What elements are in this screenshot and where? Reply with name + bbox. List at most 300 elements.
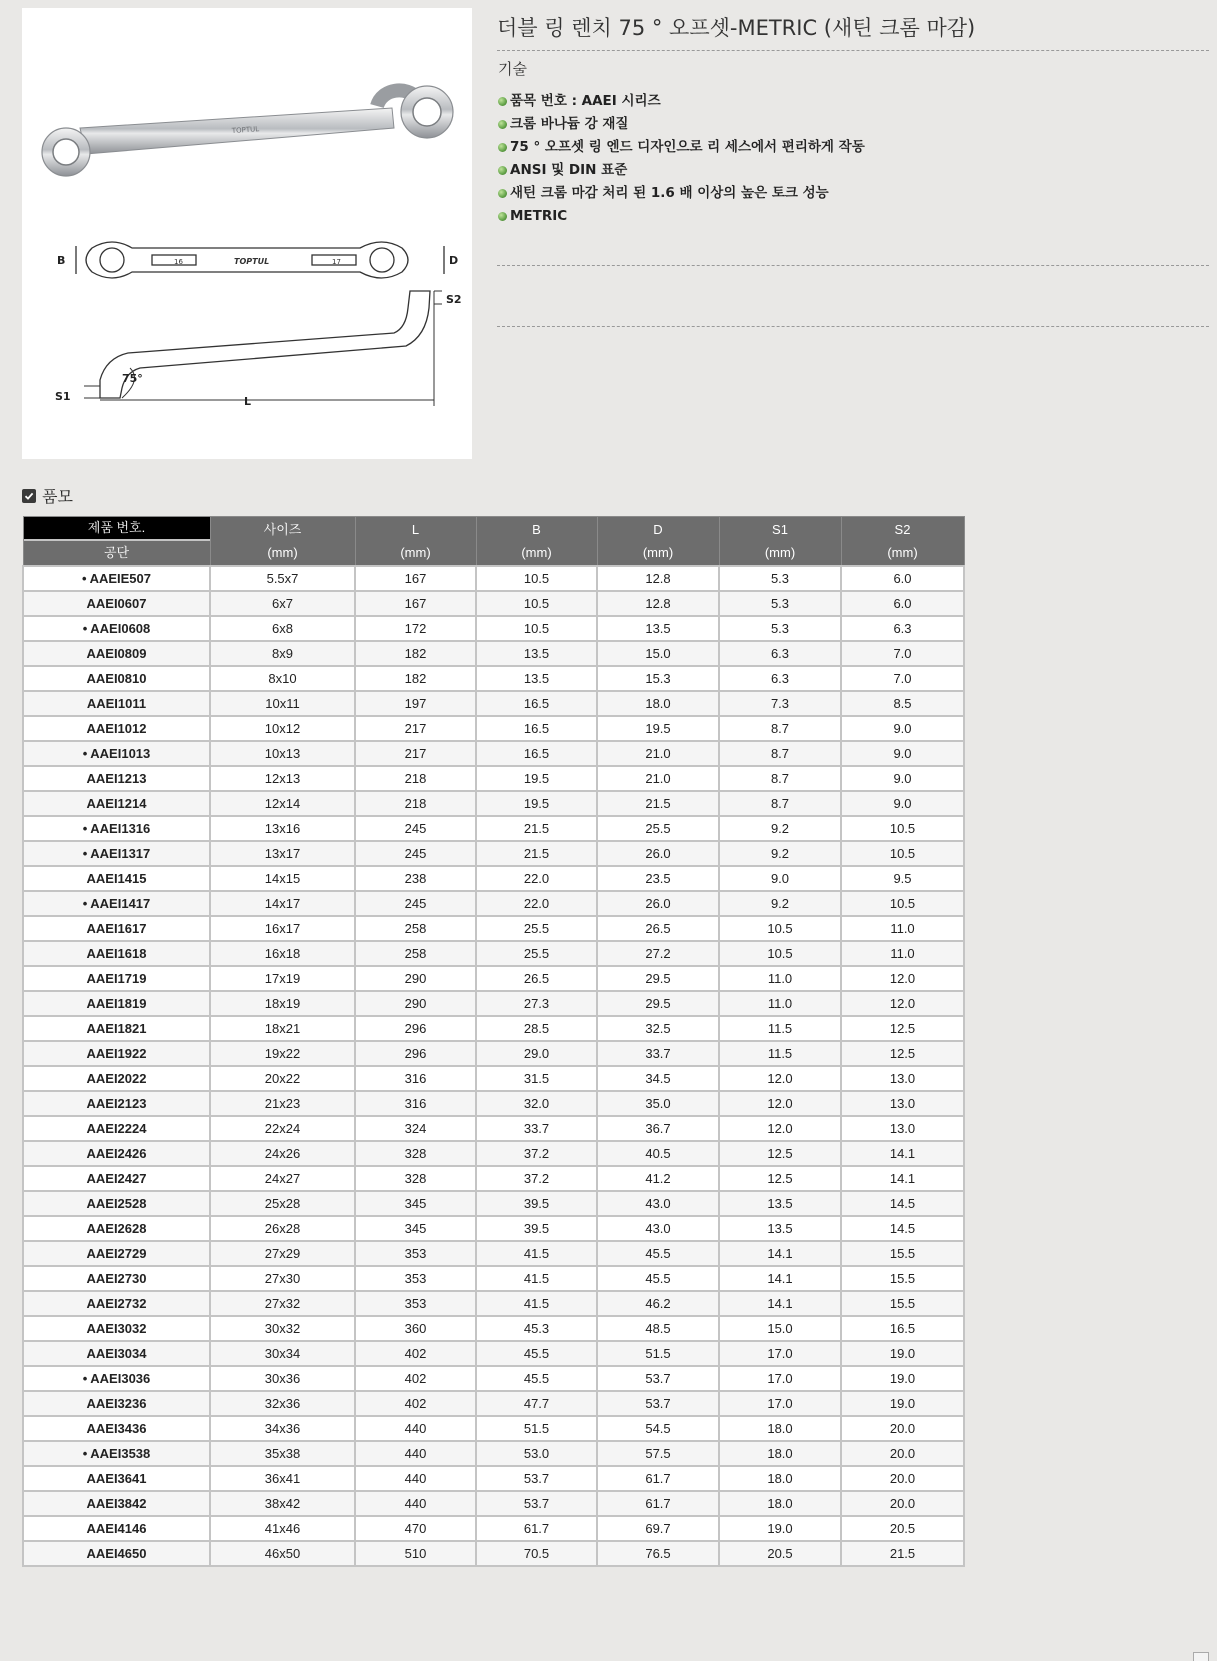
part-number: AAEI1011 [86,696,147,711]
part-number: AAEI2730 [86,1271,147,1286]
cell-s1: 17.0 [719,1366,841,1391]
cell-l: 402 [355,1341,476,1366]
cell-d: 45.5 [597,1266,719,1291]
cell-s2: 19.0 [841,1341,964,1366]
cell-s2: 15.5 [841,1266,964,1291]
cell-b: 27.3 [476,991,597,1016]
cell-s1: 9.2 [719,816,841,841]
cell-size: 20x22 [210,1066,355,1091]
cell-b: 16.5 [476,741,597,766]
cell-s2: 10.5 [841,841,964,866]
cell-d: 33.7 [597,1041,719,1066]
cell-d: 25.5 [597,816,719,841]
cell-s1: 14.1 [719,1291,841,1316]
cell-s2: 13.0 [841,1091,964,1116]
table-header-row [23,517,964,567]
cell-size: 13x16 [210,816,355,841]
wrench-photo [42,86,453,176]
cell-b: 16.5 [476,691,597,716]
part-number: AAEI0809 [86,646,147,661]
part-number-cell [23,916,210,941]
cell-s2: 9.0 [841,741,964,766]
cell-d: 41.2 [597,1166,719,1191]
part-number: AAEI1922 [86,1046,147,1061]
part-number-cell [23,1541,210,1566]
cell-l: 402 [355,1391,476,1416]
cell-s1: 20.5 [719,1541,841,1566]
feature-item: 품목 번호 : AAEI 시리즈 [498,90,865,113]
cell-s2: 13.0 [841,1116,964,1141]
divider [497,265,1209,266]
part-number-cell [23,1391,210,1416]
cell-b: 19.5 [476,791,597,816]
part-number: AAEI2628 [86,1221,147,1236]
feature-item: METRIC [498,205,865,228]
cell-b: 41.5 [476,1266,597,1291]
cell-size: 6x7 [210,591,355,616]
table-row [23,1241,964,1266]
table-row [23,791,964,816]
cell-s2: 13.0 [841,1066,964,1091]
part-number: AAEI3436 [86,1421,147,1436]
feature-item: 새틴 크롬 마감 처리 된 1.6 배 이상의 높은 토크 성능 [498,182,865,205]
cell-s2: 8.5 [841,691,964,716]
cell-l: 258 [355,941,476,966]
cell-s1: 9.2 [719,891,841,916]
dot-marker: • [82,846,88,861]
part-number: AAEI3034 [86,1346,147,1361]
part-number: AAEI3236 [86,1396,147,1411]
cell-s1: 17.0 [719,1341,841,1366]
cell-b: 41.5 [476,1291,597,1316]
cell-s1: 18.0 [719,1416,841,1441]
cell-b: 29.0 [476,1041,597,1066]
cell-l: 296 [355,1016,476,1041]
cell-s2: 21.5 [841,1541,964,1566]
part-number-cell [23,1291,210,1316]
cell-s2: 20.0 [841,1416,964,1441]
cell-s1: 9.0 [719,866,841,891]
cell-s2: 14.1 [841,1141,964,1166]
part-number-cell [23,1366,210,1391]
cell-d: 21.0 [597,766,719,791]
part-number-cell [23,1141,210,1166]
cell-s2: 12.0 [841,966,964,991]
cell-s1: 10.5 [719,941,841,966]
part-number: AAEI1214 [86,796,147,811]
header-part-number: 제품 번호. 공단 [23,517,210,567]
cell-b: 61.7 [476,1516,597,1541]
part-number: AAEI1213 [86,771,147,786]
table-row [23,691,964,716]
cell-b: 39.5 [476,1216,597,1241]
cell-d: 54.5 [597,1416,719,1441]
part-number-cell [23,1016,210,1041]
cell-b: 33.7 [476,1116,597,1141]
cell-size: 27x32 [210,1291,355,1316]
part-number-cell [23,716,210,741]
part-number-cell [23,941,210,966]
cell-l: 353 [355,1266,476,1291]
part-number: AAEI3036 [90,1371,151,1386]
part-number-cell [23,1166,210,1191]
cell-size: 25x28 [210,1191,355,1216]
cell-d: 21.0 [597,741,719,766]
wrench-photo-brand: TOPTUL [231,125,260,135]
part-number: AAEI2224 [86,1121,147,1136]
bullet-icon [498,143,507,152]
cell-b: 25.5 [476,916,597,941]
cell-l: 290 [355,966,476,991]
cell-b: 51.5 [476,1416,597,1441]
cell-s2: 12.5 [841,1016,964,1041]
label-angle: 75° [122,372,143,385]
cell-d: 43.0 [597,1216,719,1241]
table-row [23,1066,964,1091]
cell-s2: 20.0 [841,1441,964,1466]
cell-size: 21x23 [210,1091,355,1116]
table-row [23,716,964,741]
cell-d: 26.0 [597,891,719,916]
drawing-brand: TOPTUL [234,257,270,266]
part-number-cell [23,591,210,616]
cell-l: 167 [355,591,476,616]
table-row [23,1091,964,1116]
cell-size: 10x13 [210,741,355,766]
header-s1: S1 (mm) [719,517,841,567]
cell-b: 45.5 [476,1341,597,1366]
cell-size: 12x13 [210,766,355,791]
cell-s1: 11.5 [719,1041,841,1066]
cell-s1: 8.7 [719,716,841,741]
part-number: AAEI1819 [86,996,147,1011]
spec-table-body [23,566,964,1566]
side-view-drawing [84,291,442,406]
part-number: AAEI1317 [90,846,151,861]
part-number: AAEI1617 [86,921,147,936]
cell-l: 238 [355,866,476,891]
table-row [23,991,964,1016]
dot-marker: • [82,896,88,911]
cell-b: 47.7 [476,1391,597,1416]
cell-b: 31.5 [476,1066,597,1091]
cell-l: 217 [355,741,476,766]
cell-s1: 18.0 [719,1466,841,1491]
cell-l: 197 [355,691,476,716]
cell-b: 53.0 [476,1441,597,1466]
cell-s2: 6.0 [841,566,964,591]
part-number: AAEI1719 [86,971,147,986]
cell-l: 360 [355,1316,476,1341]
table-row [23,666,964,691]
table-row [23,1316,964,1341]
cell-s1: 17.0 [719,1391,841,1416]
cell-d: 15.0 [597,641,719,666]
cell-l: 328 [355,1166,476,1191]
cell-s2: 6.0 [841,591,964,616]
cell-l: 258 [355,916,476,941]
wrench-diagram [22,8,472,459]
cell-s1: 12.0 [719,1116,841,1141]
table-row [23,566,964,591]
checkbox-icon[interactable] [22,489,36,503]
table-row [23,1291,964,1316]
cell-l: 402 [355,1366,476,1391]
cell-l: 345 [355,1191,476,1216]
table-row [23,1441,964,1466]
cell-s1: 6.3 [719,641,841,666]
cell-b: 28.5 [476,1016,597,1041]
cell-size: 17x19 [210,966,355,991]
bullet-icon [498,97,507,106]
cell-size: 24x26 [210,1141,355,1166]
table-row [23,1391,964,1416]
table-row [23,816,964,841]
part-number-cell [23,866,210,891]
cell-s2: 15.5 [841,1241,964,1266]
cell-b: 39.5 [476,1191,597,1216]
part-number-cell [23,1191,210,1216]
table-row [23,1466,964,1491]
header-d: D (mm) [597,517,719,567]
cell-size: 6x8 [210,616,355,641]
cell-l: 182 [355,666,476,691]
cell-size: 12x14 [210,791,355,816]
cell-d: 21.5 [597,791,719,816]
label-s1: S1 [55,390,71,403]
label-b: B [57,254,66,267]
cell-d: 12.8 [597,566,719,591]
cell-l: 353 [355,1291,476,1316]
table-row [23,866,964,891]
cell-s2: 20.0 [841,1466,964,1491]
cell-s1: 18.0 [719,1491,841,1516]
cell-l: 440 [355,1491,476,1516]
cell-d: 13.5 [597,616,719,641]
feature-list [498,90,865,228]
cell-l: 328 [355,1141,476,1166]
table-row [23,1266,964,1291]
cell-l: 316 [355,1066,476,1091]
cell-b: 21.5 [476,816,597,841]
table-row [23,966,964,991]
cell-size: 5.5x7 [210,566,355,591]
part-number-cell [23,566,210,591]
part-number: AAEI1415 [86,871,147,886]
table-row [23,1541,964,1566]
cell-d: 29.5 [597,991,719,1016]
cell-l: 345 [355,1216,476,1241]
cell-l: 440 [355,1416,476,1441]
cell-s2: 16.5 [841,1316,964,1341]
part-number-cell [23,641,210,666]
cell-l: 470 [355,1516,476,1541]
table-row [23,741,964,766]
table-row [23,916,964,941]
cell-d: 15.3 [597,666,719,691]
cell-s1: 5.3 [719,566,841,591]
cell-b: 26.5 [476,966,597,991]
cell-s2: 14.5 [841,1216,964,1241]
cell-b: 37.2 [476,1141,597,1166]
cell-b: 22.0 [476,866,597,891]
cell-b: 10.5 [476,566,597,591]
cell-b: 22.0 [476,891,597,916]
cell-d: 51.5 [597,1341,719,1366]
feature-item: 크롬 바나듐 강 재질 [498,113,865,136]
cell-s1: 14.1 [719,1266,841,1291]
part-number-cell [23,816,210,841]
cell-s1: 11.5 [719,1016,841,1041]
bullet-icon [498,212,507,221]
cell-l: 316 [355,1091,476,1116]
cell-size: 34x36 [210,1416,355,1441]
table-row [23,766,964,791]
cell-l: 245 [355,841,476,866]
cell-s1: 8.7 [719,766,841,791]
part-number-cell [23,966,210,991]
cell-size: 32x36 [210,1391,355,1416]
part-number-cell [23,1216,210,1241]
part-number-cell [23,1116,210,1141]
part-number: AAEI0810 [86,671,147,686]
part-number-cell [23,1441,210,1466]
cell-b: 45.3 [476,1316,597,1341]
cell-l: 510 [355,1541,476,1566]
cell-size: 46x50 [210,1541,355,1566]
cell-size: 13x17 [210,841,355,866]
cell-d: 57.5 [597,1441,719,1466]
table-row [23,1516,964,1541]
part-number-cell [23,991,210,1016]
cell-size: 27x29 [210,1241,355,1266]
cell-s1: 6.3 [719,666,841,691]
part-number-cell [23,1041,210,1066]
cell-size: 18x21 [210,1016,355,1041]
cell-d: 48.5 [597,1316,719,1341]
cell-d: 45.5 [597,1241,719,1266]
header-size: 사이즈 (mm) [210,517,355,567]
cell-l: 440 [355,1441,476,1466]
cell-size: 10x11 [210,691,355,716]
cell-size: 10x12 [210,716,355,741]
part-number-cell [23,616,210,641]
part-number-cell [23,1341,210,1366]
part-number: AAEI1012 [86,721,147,736]
cell-s2: 14.5 [841,1191,964,1216]
part-number: AAEI2426 [86,1146,147,1161]
cell-b: 32.0 [476,1091,597,1116]
table-row [23,591,964,616]
cell-s2: 11.0 [841,916,964,941]
cell-l: 218 [355,766,476,791]
cell-d: 76.5 [597,1541,719,1566]
bullet-icon [498,189,507,198]
cell-l: 324 [355,1116,476,1141]
section-label [22,484,73,507]
dot-marker: • [82,746,88,761]
cell-s1: 14.1 [719,1241,841,1266]
bullet-icon [498,166,507,175]
cell-size: 16x17 [210,916,355,941]
cell-s2: 12.5 [841,1041,964,1066]
cell-s1: 18.0 [719,1441,841,1466]
part-number: AAEI4650 [86,1546,147,1561]
header-s2: S2 (mm) [841,517,964,567]
cell-b: 13.5 [476,666,597,691]
dot-marker: • [82,1371,88,1386]
cell-size: 8x10 [210,666,355,691]
dot-marker: • [82,821,88,836]
cell-l: 182 [355,641,476,666]
cell-s1: 11.0 [719,966,841,991]
cell-s2: 9.0 [841,791,964,816]
cell-s1: 7.3 [719,691,841,716]
cell-s1: 15.0 [719,1316,841,1341]
cell-size: 41x46 [210,1516,355,1541]
mark-right: 17 [332,258,341,266]
cell-s1: 13.5 [719,1216,841,1241]
cell-l: 167 [355,566,476,591]
cell-l: 290 [355,991,476,1016]
table-row [23,1191,964,1216]
part-number: AAEI2732 [86,1296,147,1311]
cell-b: 19.5 [476,766,597,791]
part-number: AAEI2022 [86,1071,147,1086]
part-number: AAEI1013 [90,746,151,761]
cell-size: 16x18 [210,941,355,966]
cell-s1: 12.0 [719,1066,841,1091]
part-number: AAEI4146 [86,1521,147,1536]
cell-d: 35.0 [597,1091,719,1116]
cell-s2: 19.0 [841,1391,964,1416]
product-title: 더블 링 렌치 75 ° 오프셋-METRIC (새틴 크롬 마감) [497,12,1209,51]
cell-s1: 19.0 [719,1516,841,1541]
part-number: AAEI1618 [86,946,147,961]
part-number: AAEI3842 [86,1496,147,1511]
cell-d: 27.2 [597,941,719,966]
cell-size: 18x19 [210,991,355,1016]
cell-s2: 15.5 [841,1291,964,1316]
cell-d: 43.0 [597,1191,719,1216]
part-number: AAEI2123 [86,1096,147,1111]
dot-marker: • [82,1446,88,1461]
cell-b: 21.5 [476,841,597,866]
part-number-cell [23,741,210,766]
part-number-cell [23,1416,210,1441]
cell-size: 22x24 [210,1116,355,1141]
label-s2: S2 [446,293,462,306]
dot-marker: • [82,621,88,636]
table-row [23,1416,964,1441]
table-row [23,1341,964,1366]
part-number: AAEI1316 [90,821,151,836]
mark-left: 16 [174,258,183,266]
cell-s2: 10.5 [841,891,964,916]
cell-size: 30x32 [210,1316,355,1341]
cell-d: 53.7 [597,1391,719,1416]
part-number: AAEI3032 [86,1321,147,1336]
scroll-up-icon[interactable] [1193,1652,1209,1661]
part-number-cell [23,1091,210,1116]
cell-d: 23.5 [597,866,719,891]
cell-size: 8x9 [210,641,355,666]
cell-size: 27x30 [210,1266,355,1291]
cell-b: 53.7 [476,1466,597,1491]
table-row [23,1491,964,1516]
feature-item: 75 ° 오프셋 링 엔드 디자인으로 리 세스에서 편리하게 작동 [498,136,865,159]
table-row [23,641,964,666]
